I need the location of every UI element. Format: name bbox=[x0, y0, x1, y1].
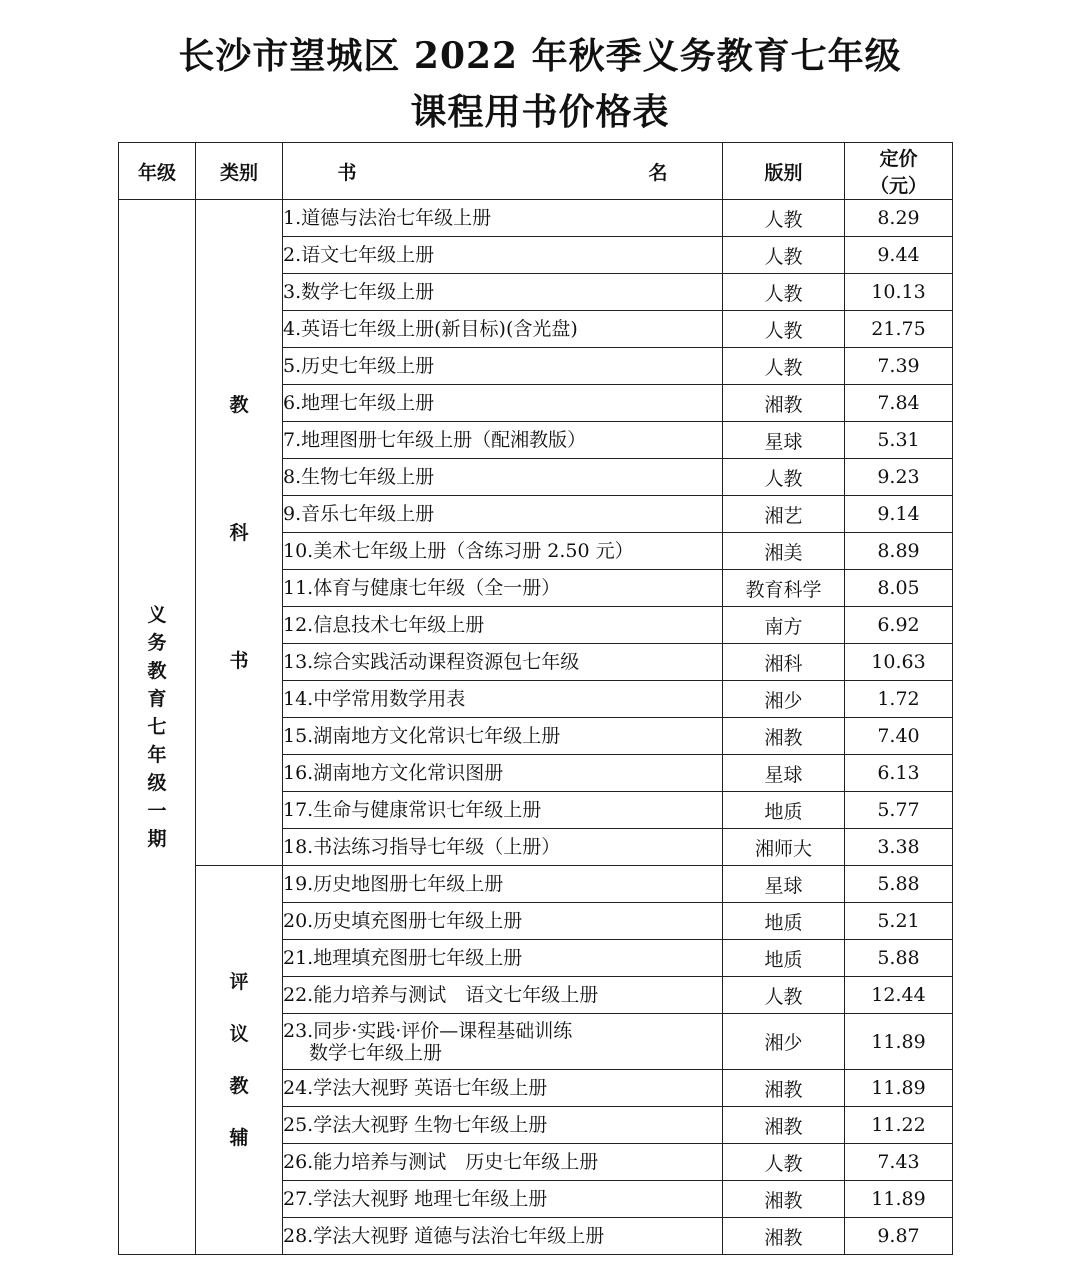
category-textbook-cell-char: 书 bbox=[229, 649, 249, 672]
publisher-cell: 湘教 bbox=[723, 1181, 845, 1218]
book-name-cell bbox=[283, 422, 723, 459]
book-name-cell bbox=[283, 681, 723, 718]
book-name: 15.湖南地方文化常识七年级上册 bbox=[283, 725, 561, 747]
publisher-cell: 人教 bbox=[723, 274, 845, 311]
book-name: 27.学法大视野 地理七年级上册 bbox=[283, 1188, 548, 1210]
grade-cell-char: 教 bbox=[147, 660, 167, 682]
category-textbook-cell bbox=[196, 200, 283, 866]
price-cell: 12.44 bbox=[845, 977, 953, 1014]
book-name-cell bbox=[283, 274, 723, 311]
book-name-cell bbox=[283, 348, 723, 385]
book-name: 7.地理图册七年级上册（配湘教版） bbox=[283, 429, 587, 451]
book-name: 3.数学七年级上册 bbox=[283, 281, 435, 303]
book-name-cell bbox=[283, 829, 723, 866]
book-name-cell bbox=[283, 570, 723, 607]
book-name-cell bbox=[283, 533, 723, 570]
publisher-cell: 人教 bbox=[723, 977, 845, 1014]
book-name-cell bbox=[283, 866, 723, 903]
publisher-cell: 人教 bbox=[723, 237, 845, 274]
book-name-cell bbox=[283, 1107, 723, 1144]
price-cell: 9.44 bbox=[845, 237, 953, 274]
publisher-cell: 湘科 bbox=[723, 644, 845, 681]
price-cell: 8.29 bbox=[845, 200, 953, 237]
category-aid-cell-char: 议 bbox=[229, 1023, 249, 1045]
price-cell: 3.38 bbox=[845, 829, 953, 866]
publisher-cell: 湘少 bbox=[723, 1014, 845, 1070]
category-textbook-cell-char: 科 bbox=[229, 521, 249, 544]
grade-cell-char: 级 bbox=[147, 772, 167, 794]
price-cell: 9.87 bbox=[845, 1218, 953, 1255]
price-cell: 11.89 bbox=[845, 1181, 953, 1218]
book-name: 25.学法大视野 生物七年级上册 bbox=[283, 1114, 548, 1136]
book-name: 4.英语七年级上册(新目标)(含光盘) bbox=[283, 318, 578, 340]
price-cell: 5.88 bbox=[845, 940, 953, 977]
publisher-cell: 湘教 bbox=[723, 1107, 845, 1144]
book-name-cell bbox=[283, 1144, 723, 1181]
book-name: 22.能力培养与测试 语文七年级上册 bbox=[283, 984, 599, 1006]
price-cell: 6.92 bbox=[845, 607, 953, 644]
book-name: 11.体育与健康七年级（全一册） bbox=[283, 577, 561, 599]
book-name-cell bbox=[283, 607, 723, 644]
book-name-cell bbox=[283, 385, 723, 422]
price-cell: 11.22 bbox=[845, 1107, 953, 1144]
price-cell: 21.75 bbox=[845, 311, 953, 348]
price-cell: 8.89 bbox=[845, 533, 953, 570]
publisher-cell: 地质 bbox=[723, 903, 845, 940]
header-book-name bbox=[283, 143, 723, 200]
book-name-cell bbox=[283, 1181, 723, 1218]
book-name: 10.美术七年级上册（含练习册 2.50 元） bbox=[283, 540, 634, 562]
publisher-cell: 星球 bbox=[723, 422, 845, 459]
grade-cell-char: 一 bbox=[147, 800, 167, 822]
book-name: 23.同步·实践·评价—课程基础训练 bbox=[283, 1019, 573, 1042]
grade-cell-char: 期 bbox=[147, 828, 167, 850]
book-name-cell bbox=[283, 1014, 723, 1070]
book-name: 19.历史地图册七年级上册 bbox=[283, 873, 504, 895]
header-book-name-char2: 名 bbox=[648, 161, 668, 184]
publisher-cell: 教育科学 bbox=[723, 570, 845, 607]
publisher-cell: 湘少 bbox=[723, 681, 845, 718]
publisher-cell: 湘美 bbox=[723, 533, 845, 570]
publisher-cell: 地质 bbox=[723, 792, 845, 829]
publisher-cell: 南方 bbox=[723, 607, 845, 644]
book-name: 16.湖南地方文化常识图册 bbox=[283, 762, 504, 784]
publisher-cell: 星球 bbox=[723, 755, 845, 792]
price-cell: 9.14 bbox=[845, 496, 953, 533]
price-cell: 1.72 bbox=[845, 681, 953, 718]
header-price-line2: （元） bbox=[869, 175, 927, 197]
price-cell: 9.23 bbox=[845, 459, 953, 496]
book-name-line2: 数学七年级上册 bbox=[309, 1041, 443, 1064]
publisher-cell: 地质 bbox=[723, 940, 845, 977]
book-name-cell bbox=[283, 311, 723, 348]
book-name: 6.地理七年级上册 bbox=[283, 392, 435, 414]
table-row bbox=[119, 200, 953, 237]
book-name-cell bbox=[283, 755, 723, 792]
grade-cell-char: 年 bbox=[147, 744, 167, 766]
book-name: 24.学法大视野 英语七年级上册 bbox=[283, 1077, 548, 1099]
price-cell: 10.63 bbox=[845, 644, 953, 681]
publisher-cell: 湘师大 bbox=[723, 829, 845, 866]
publisher-cell: 人教 bbox=[723, 200, 845, 237]
book-name: 28.学法大视野 道德与法治七年级上册 bbox=[283, 1225, 605, 1247]
book-name: 8.生物七年级上册 bbox=[283, 466, 435, 488]
publisher-cell: 星球 bbox=[723, 866, 845, 903]
price-cell: 5.77 bbox=[845, 792, 953, 829]
book-name: 14.中学常用数学用表 bbox=[283, 688, 466, 710]
publisher-cell: 湘教 bbox=[723, 385, 845, 422]
category-aid-cell-char: 评 bbox=[229, 971, 249, 993]
publisher-cell: 湘教 bbox=[723, 1218, 845, 1255]
header-row bbox=[119, 143, 953, 200]
category-aid-cell-char: 辅 bbox=[229, 1127, 249, 1149]
book-name-cell bbox=[283, 644, 723, 681]
publisher-cell: 人教 bbox=[723, 459, 845, 496]
header-price bbox=[845, 143, 953, 200]
grade-cell-char: 七 bbox=[147, 716, 167, 738]
book-name-cell bbox=[283, 718, 723, 755]
publisher-cell: 湘教 bbox=[723, 718, 845, 755]
book-name-cell bbox=[283, 792, 723, 829]
publisher-cell: 湘艺 bbox=[723, 496, 845, 533]
page-title-line2: 课程用书价格表 bbox=[410, 91, 670, 133]
price-cell: 8.05 bbox=[845, 570, 953, 607]
grade-cell-char: 育 bbox=[147, 688, 167, 710]
price-cell: 5.31 bbox=[845, 422, 953, 459]
book-name-cell bbox=[283, 1070, 723, 1107]
book-name: 9.音乐七年级上册 bbox=[283, 503, 435, 525]
table-row bbox=[119, 866, 953, 903]
grade-cell-char: 务 bbox=[147, 632, 167, 654]
publisher-cell: 人教 bbox=[723, 1144, 845, 1181]
book-name: 2.语文七年级上册 bbox=[283, 244, 435, 266]
book-name-cell bbox=[283, 496, 723, 533]
category-textbook-cell-char: 教 bbox=[229, 393, 249, 416]
publisher-cell: 人教 bbox=[723, 348, 845, 385]
price-cell: 6.13 bbox=[845, 755, 953, 792]
price-cell: 5.21 bbox=[845, 903, 953, 940]
header-publisher: 版别 bbox=[723, 143, 845, 200]
book-name: 26.能力培养与测试 历史七年级上册 bbox=[283, 1151, 599, 1173]
book-name-cell bbox=[283, 977, 723, 1014]
book-name: 17.生命与健康常识七年级上册 bbox=[283, 799, 542, 821]
page-title-line1: 长沙市望城区 2022 年秋季义务教育七年级 bbox=[178, 35, 902, 77]
price-cell: 5.88 bbox=[845, 866, 953, 903]
publisher-cell: 湘教 bbox=[723, 1070, 845, 1107]
book-name-cell bbox=[283, 200, 723, 237]
price-table bbox=[118, 142, 953, 1255]
book-name: 21.地理填充图册七年级上册 bbox=[283, 947, 523, 969]
book-name-cell bbox=[283, 940, 723, 977]
book-name-cell bbox=[283, 903, 723, 940]
book-name: 18.书法练习指导七年级（上册） bbox=[283, 836, 561, 858]
price-cell: 7.84 bbox=[845, 385, 953, 422]
header-grade: 年级 bbox=[119, 143, 196, 200]
book-name-cell bbox=[283, 459, 723, 496]
book-name: 20.历史填充图册七年级上册 bbox=[283, 910, 523, 932]
book-name-cell bbox=[283, 237, 723, 274]
price-cell: 7.43 bbox=[845, 1144, 953, 1181]
book-name: 5.历史七年级上册 bbox=[283, 355, 435, 377]
price-cell: 10.13 bbox=[845, 274, 953, 311]
header-category: 类别 bbox=[196, 143, 283, 200]
price-cell: 7.40 bbox=[845, 718, 953, 755]
price-cell: 7.39 bbox=[845, 348, 953, 385]
grade-cell bbox=[119, 200, 196, 1255]
category-aid-cell bbox=[196, 866, 283, 1255]
book-name: 1.道德与法治七年级上册 bbox=[283, 207, 492, 229]
book-name: 12.信息技术七年级上册 bbox=[283, 614, 485, 636]
book-name-cell bbox=[283, 1218, 723, 1255]
publisher-cell: 人教 bbox=[723, 311, 845, 348]
header-book-name-char1: 书 bbox=[337, 161, 500, 184]
grade-cell-char: 义 bbox=[147, 604, 167, 626]
header-price-line1: 定价 bbox=[879, 148, 918, 170]
price-cell: 11.89 bbox=[845, 1070, 953, 1107]
category-aid-cell-char: 教 bbox=[229, 1075, 249, 1097]
book-name: 13.综合实践活动课程资源包七年级 bbox=[283, 651, 580, 673]
price-cell: 11.89 bbox=[845, 1014, 953, 1070]
